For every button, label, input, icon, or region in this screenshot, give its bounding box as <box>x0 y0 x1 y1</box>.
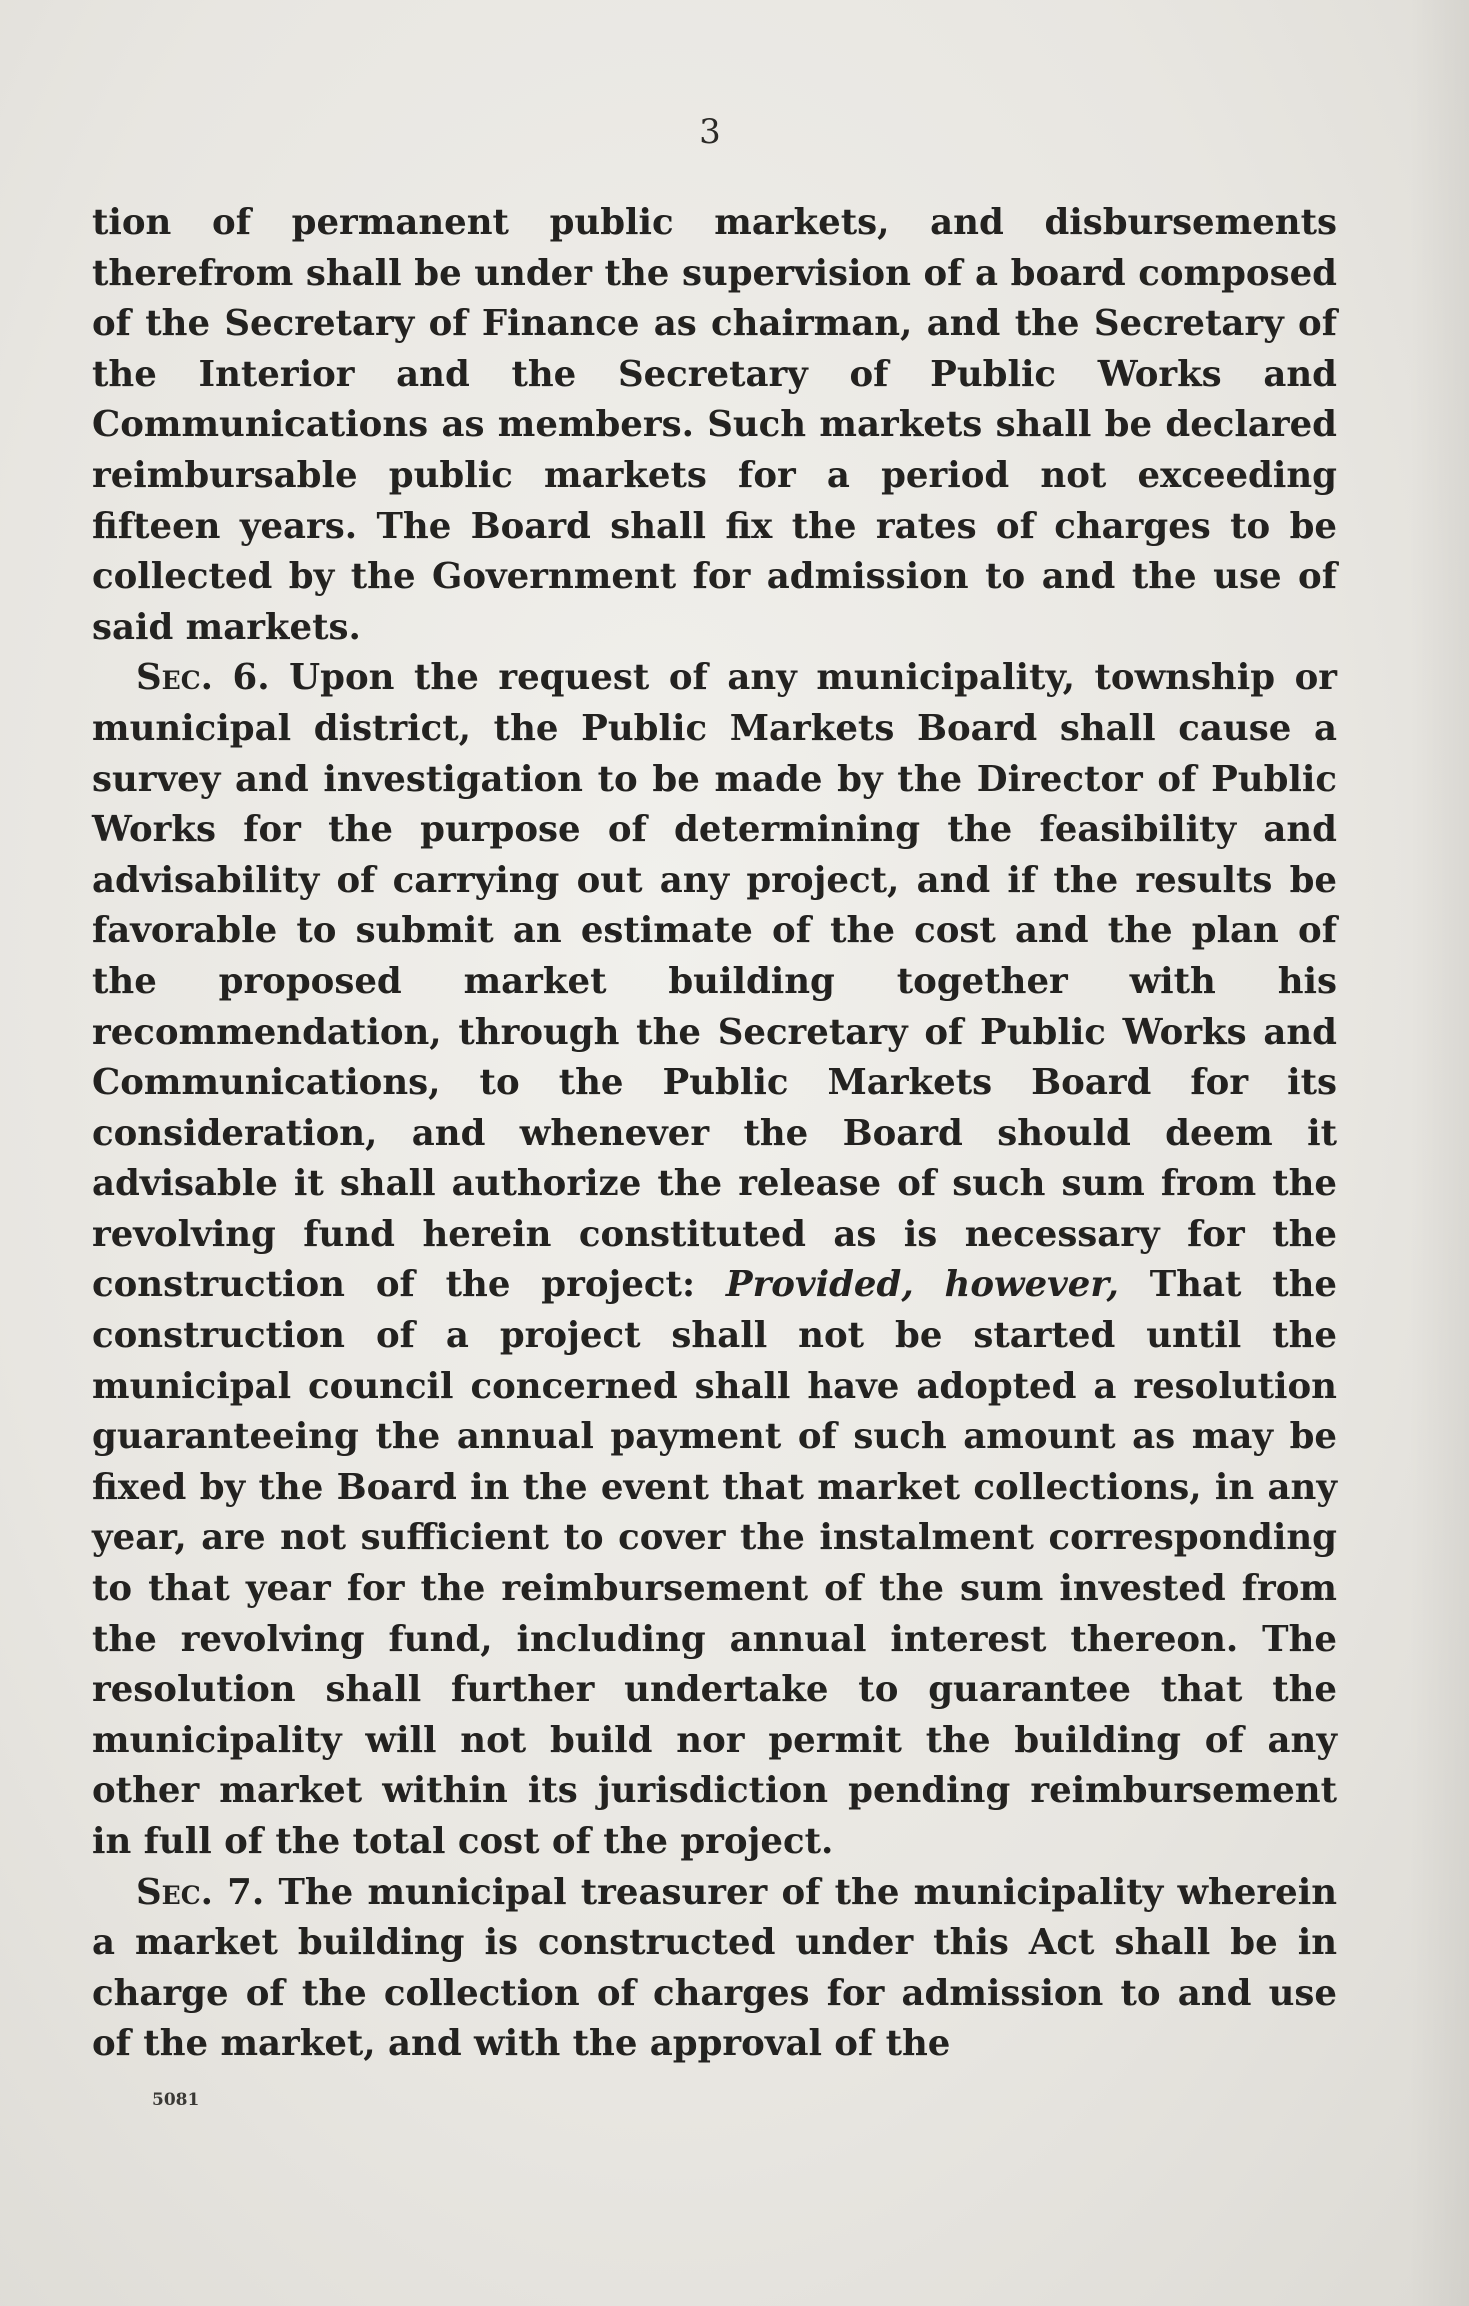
paragraph-text-continued: That the construction of a project shall not be started until the municipal council concerned shall have adopted a resolution guaranteeing the annual payment of such amount as may be fixed by the Board in the event that market collections, in any year, are not sufficient to cover the instalment corresponding to that year for the reimbursement of the sum invested from the revolving fund, including annual interest thereon. The resolution shall further undertake to guarantee that the municipality will not build nor permit the building of any other market within its jurisdiction pending reimbursement in full of the total cost of the project. <box>92 1264 1338 1862</box>
page-number: 3 <box>699 112 721 152</box>
page-edge-shadow <box>1409 0 1469 2306</box>
section-label: Sec. 6. <box>136 657 270 699</box>
paragraph-continuation <box>92 198 1337 653</box>
body-text <box>92 198 1337 2070</box>
section-label: Sec. 7. <box>136 1871 265 1913</box>
paragraph-section-7 <box>92 1868 1337 2070</box>
paragraph-text: tion of permanent public markets, and disbursements therefrom shall be under the supervision of a board composed of the Secretary of Finance as chairman, and the Secretary of the Interior and the Secretary of Public Works and Communications as members. Such markets shall be declared reimbursable public markets for a period not exceeding fifteen years. The Board shall fix the rates of charges to be collected by the Government for admission to and the use of said markets. <box>92 202 1337 648</box>
paragraph-text: The municipal treasurer of the municipality wherein a market building is constructed under this Act shall be in charge of the collection of charges for admission to and use of the market, and with the approval of the <box>92 1871 1338 2065</box>
paragraph-section-6 <box>92 653 1337 1867</box>
paragraph-text: Upon the request of any municipality, township or municipal district, the Public Markets Board shall cause a survey and investigation to be made by the Director of Public Works for the purpose of determining the feasibility and advisability of carrying out any project, and if the results be favorable to submit an estimate of the cost and the plan of the proposed market building together with his recommendation, through the Secretary of Public Works and Communications, to the Public Markets Board for its consideration, and whenever the Board should deem it advisable it shall authorize the release of such sum from the revolving fund herein constituted as is necessary for the construction of the project: <box>92 657 1337 1306</box>
proviso-emphasis: Provided, however, <box>725 1264 1119 1306</box>
printer-mark: 5081 <box>152 2090 200 2110</box>
